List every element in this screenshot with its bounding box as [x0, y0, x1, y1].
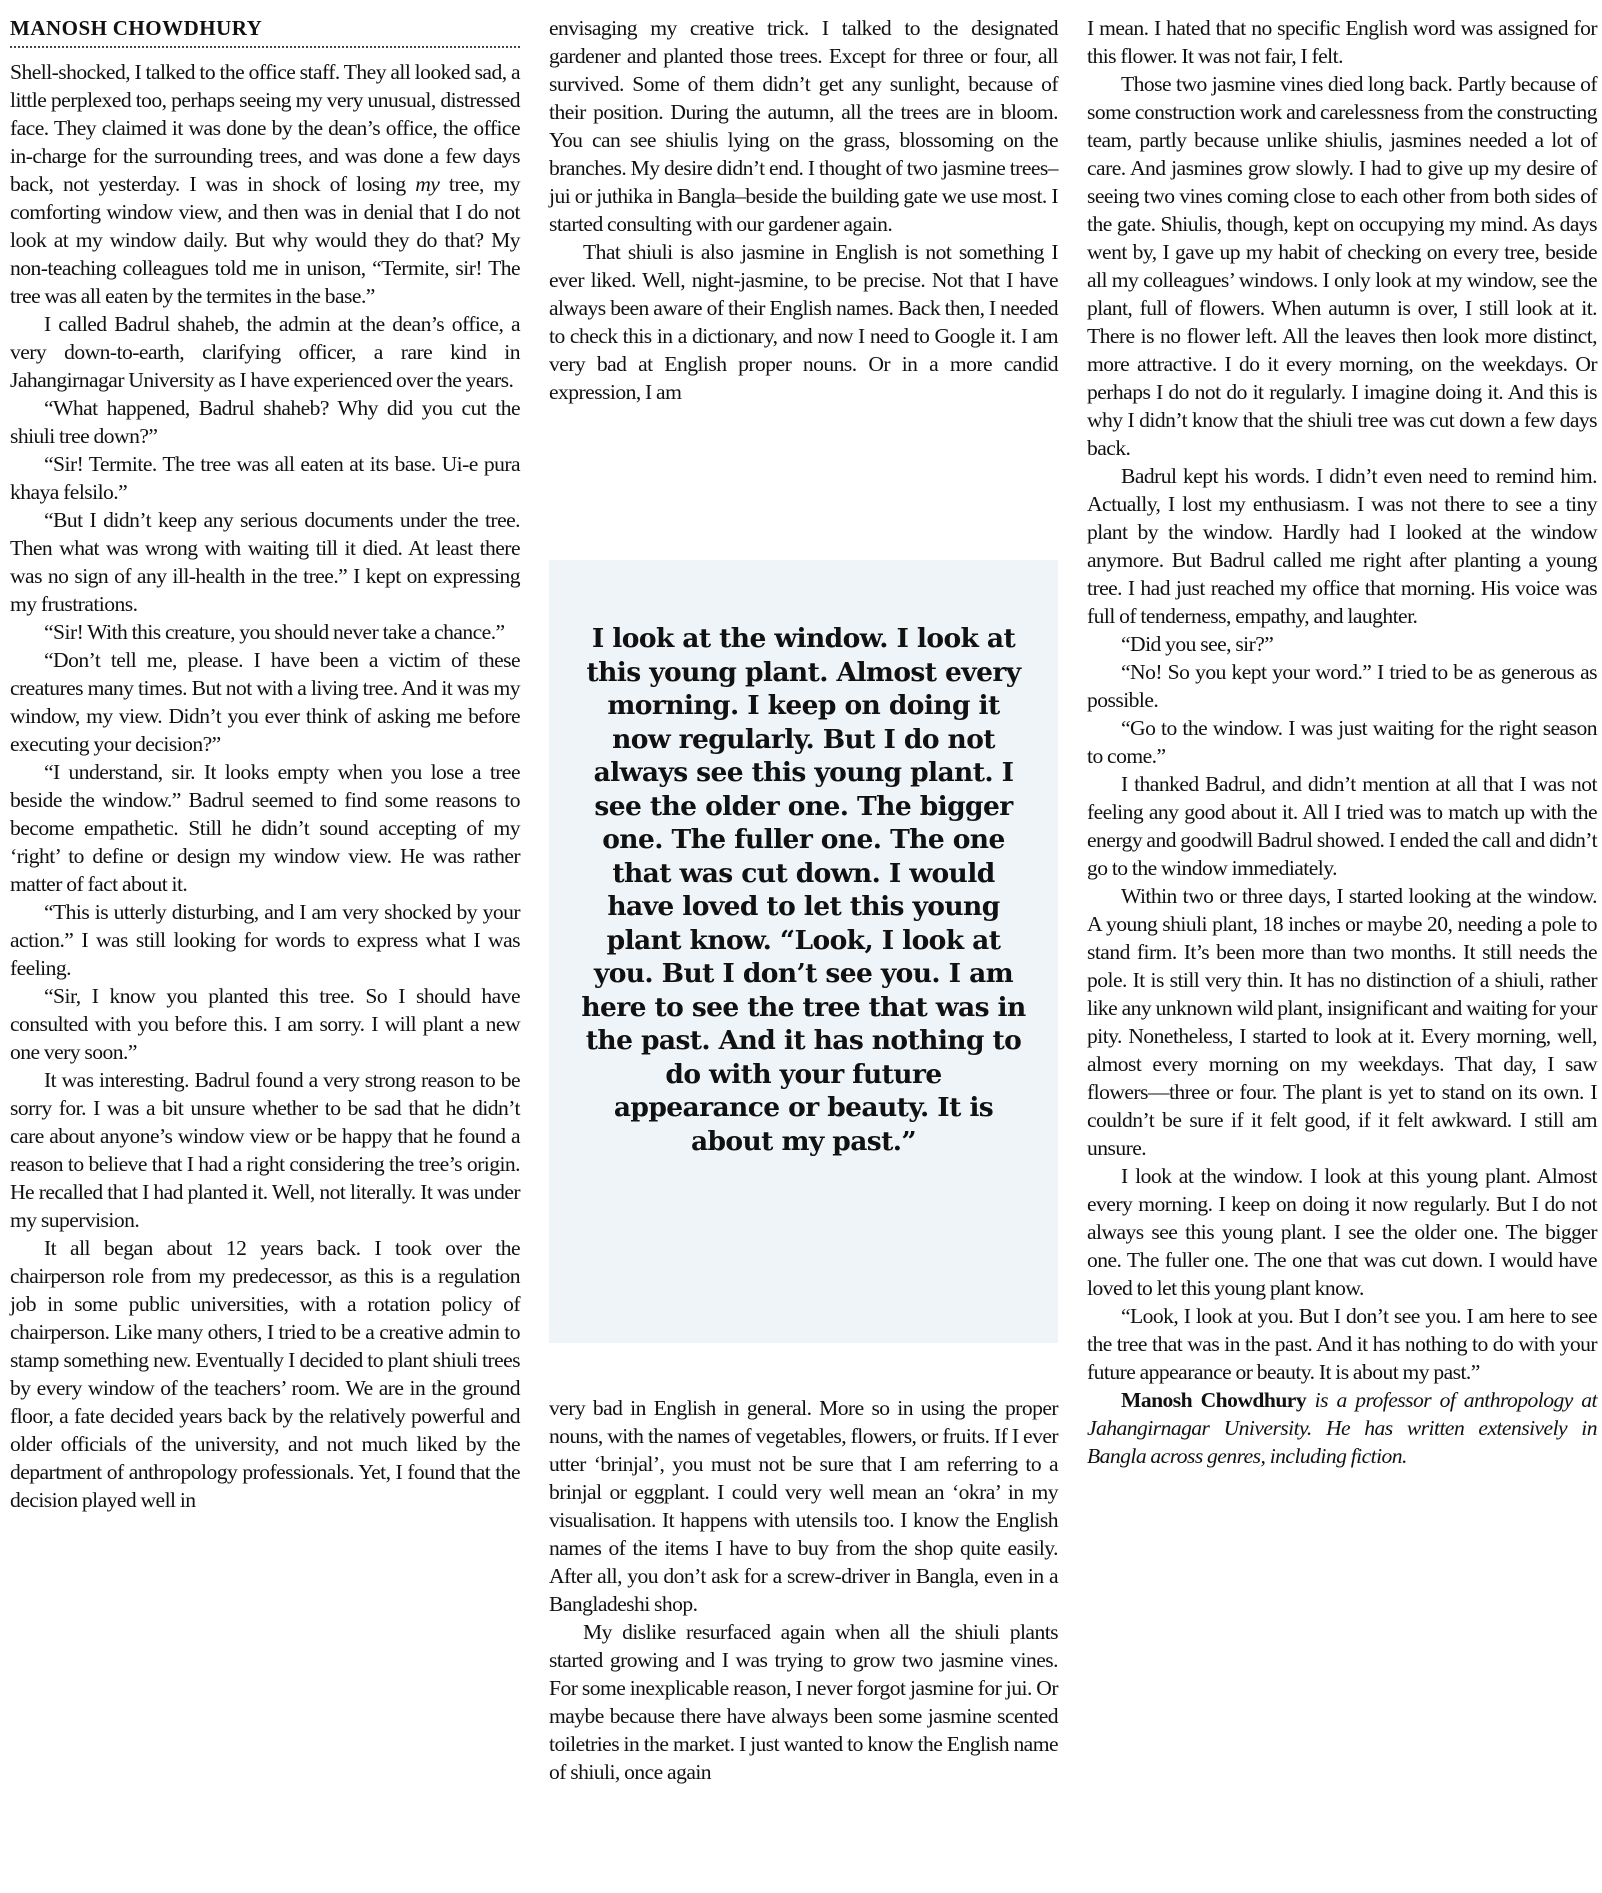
paragraph: Those two jasmine vines died long back. Partly because of some construction work and carelessness from the constructing team, partly because unlike shiulis, jasmines needed a lot of care. And jasmines grow slowly. I had to give up my desire of seeing two vines coming close to each other from both sides of the gate. Shiulis, though, kept on occupying my mind. As days went by, I gave up my habit of checking on every tree, beside all my colleagues’ windows. I only look at my window, see the plant, full of flowers. When autumn is over, I still look at it. There is no flower left. All the leaves then look more distinct, more attractive. I do it every morning, on the weekdays. Or perhaps I do not do it regularly. I imagine doing it. And this is why I didn’t know that the shiuli tree was cut down a few days back. [1087, 72, 1597, 460]
byline-divider [10, 46, 520, 48]
paragraph: “Sir! Termite. The tree was all eaten at its base. Ui-e pura khaya felsilo.” [10, 452, 520, 504]
paragraph: “Look, I look at you. But I don’t see you. I am here to see the tree that was in the past. And it has nothing to do with your future appearance or beauty. It is about my past.” [1087, 1304, 1597, 1384]
paragraph: “What happened, Badrul shaheb? Why did you cut the shiuli tree down?” [10, 396, 520, 448]
paragraph: I mean. I hated that no specific English word was assigned for this flower. It was not fair, I felt. [1087, 16, 1597, 68]
article-column-2-top [549, 14, 1058, 406]
paragraph: “Go to the window. I was just waiting for the right season to come.” [1087, 716, 1597, 768]
paragraph: “Sir! With this creature, you should never take a chance.” [44, 620, 505, 644]
paragraph: That shiuli is also jasmine in English is not something I ever liked. Well, night-jasmine, to be precise. Not that I have always been aware of their English names. Back then, I needed to check this in a dictionary, and now I need to Google it. I am very bad at English proper nouns. Or in a more candid expression, I am [549, 240, 1058, 404]
column-1-body [10, 58, 520, 1514]
paragraph: “Did you see, sir?” [1121, 632, 1274, 656]
paragraph: “This is utterly disturbing, and I am very shocked by your action.” I was still looking for words to express what I was feeling. [10, 900, 520, 980]
article-column-3 [1087, 14, 1597, 1470]
paragraph: “I understand, sir. It looks empty when you lose a tree beside the window.” Badrul seemed to find some reasons to become empathetic. Still he didn’t sound accepting of my ‘right’ to define or design my window view. He was rather matter of fact about it. [10, 760, 520, 896]
author-bio [1087, 1386, 1597, 1470]
paragraph: Within two or three days, I started looking at the window. A young shiuli plant, 18 inches or maybe 20, needing a pole to stand firm. It’s been more than two months. It still needs the pole. It is still very thin. It has no distinction of a shiuli, rather like any unknown wild plant, insignificant and waiting for your pity. Nonetheless, I started to look at it. Every morning, well, almost every morning on my weekdays. That day, I saw flowers—three or four. The plant is yet to stand on its own. I couldn’t be sure if it felt good, if it felt awkward. I still am unsure. [1087, 884, 1597, 1160]
author-byline: MANOSH CHOWDHURY [10, 16, 263, 40]
paragraph: Badrul kept his words. I didn’t even need to remind him. Actually, I lost my enthusiasm. I was not there to see a tiny plant by the window. Hardly had I looked at the window anymore. But Badrul called me right after planting a young tree. I had just reached my office that morning. His voice was full of tenderness, empathy, and laughter. [1087, 464, 1597, 628]
author-bio-name: Manosh Chowdhury [1121, 1388, 1307, 1412]
article-column-2-bottom [549, 1394, 1058, 1786]
paragraph: My dislike resurfaced again when all the shiuli plants started growing and I was trying to grow two jasmine vines. For some inexplicable reason, I never forgot jasmine for jui. Or maybe because there have always been some jasmine scented toiletries in the market. I just wanted to know the English name of shiuli, once again [549, 1620, 1058, 1784]
article-column-1 [10, 14, 520, 1514]
paragraph: I called Badrul shaheb, the admin at the dean’s office, a very down-to-earth, clarifying officer, a rare kind in Jahangirnagar University as I have experienced over the years. [10, 312, 520, 392]
paragraph: It was interesting. Badrul found a very strong reason to be sorry for. I was a bit unsure whether to be sad that he didn’t care about anyone’s window view or be happy that he found a reason to believe that I had a right considering the tree’s origin. He recalled that I had planted it. Well, not literally. It was under my supervision. [10, 1068, 520, 1232]
paragraph: envisaging my creative trick. I talked to the designated gardener and planted those trees. Except for three or four, all survived. Some of them didn’t get any sunlight, because of their position. During the autumn, all the trees are in bloom. You can see shiulis lying on the grass, blossoming on the branches. My desire didn’t end. I thought of two jasmine trees–jui or juthika in Bangla–beside the building gate we use most. I started consulting with our gardener again. [549, 16, 1058, 236]
paragraph: “Sir, I know you planted this tree. So I should have consulted with you before this. I am sorry. I will plant a new one very soon.” [10, 984, 520, 1064]
paragraph: “No! So you kept your word.” I tried to be as generous as possible. [1087, 660, 1597, 712]
pull-quote-box [549, 560, 1058, 1343]
paragraph: Shell-shocked, I talked to the office staff. They all looked sad, a little perplexed too, perhaps seeing my very unusual, distressed face. They claimed it was done by the dean’s office, the office in-charge for the surrounding trees, and was done a few days back, not yesterday. I was in shock of losing my tree, my comforting window view, and then was in denial that I do not look at my window daily. But why would they do that? My non-teaching colleagues told me in unison, “Termite, sir! The tree was all eaten by the termites in the base.” [10, 60, 520, 308]
paragraph: “Don’t tell me, please. I have been a victim of these creatures many times. But not with a living tree. And it was my window, my view. Didn’t you ever think of asking me before executing your decision?” [10, 648, 520, 756]
author-bio-text: is a professor of anthropology at Jahangirnagar University. He has written extensively in Bangla across genres, including fiction. [1087, 1388, 1597, 1468]
paragraph: It all began about 12 years back. I took over the chairperson role from my predecessor, as this is a regulation job in some public universities, with a rotation policy of chairperson. Like many others, I tried to be a creative admin to stamp something new. Eventually I decided to plant shiuli trees by every window of the teachers’ room. We are in the ground floor, a fate decided years back by the relatively powerful and older officials of the university, and not much liked by the department of anthropology professionals. Yet, I found that the decision played well in [10, 1236, 520, 1512]
paragraph: “But I didn’t keep any serious documents under the tree. Then what was wrong with waiting till it died. At least there was no sign of any ill-health in the tree.” I kept on expressing my frustrations. [10, 508, 520, 616]
column-3-body [1087, 14, 1597, 1386]
paragraph: I thanked Badrul, and didn’t mention at all that I was not feeling any good about it. All I tried was to match up with the energy and goodwill Badrul showed. I ended the call and didn’t go to the window immediately. [1087, 772, 1598, 880]
paragraph: I look at the window. I look at this young plant. Almost every morning. I keep on doing it now regularly. But I do not always see this young plant. I see the older one. The bigger one. The fuller one. The one that was cut down. I would have loved to let this young plant know. [1087, 1164, 1597, 1300]
pull-quote-text: I look at the window. I look at this young plant. Almost every morning. I keep on doing it now regularly. But I do not always see this young plant. I see the older one. The bigger one. The fuller one. The one that was cut down. I would have loved to let this young plant know. “Look, I look at you. But I don’t see you. I am here to see the tree that was in the past. And it has nothing to do with your future appearance or beauty. It is about my past.” [581, 623, 1026, 1157]
paragraph: very bad in English in general. More so in using the proper nouns, with the names of vegetables, flowers, or fruits. If I ever utter ‘brinjal’, you must not be sure that I am referring to a brinjal or eggplant. I could very well mean an ‘okra’ in my visualisation. It happens with utensils too. I know the English names of the items I have to buy from the shop quite easily. After all, you don’t ask for a screw-driver in Bangla, even in a Bangladeshi shop. [549, 1396, 1058, 1616]
